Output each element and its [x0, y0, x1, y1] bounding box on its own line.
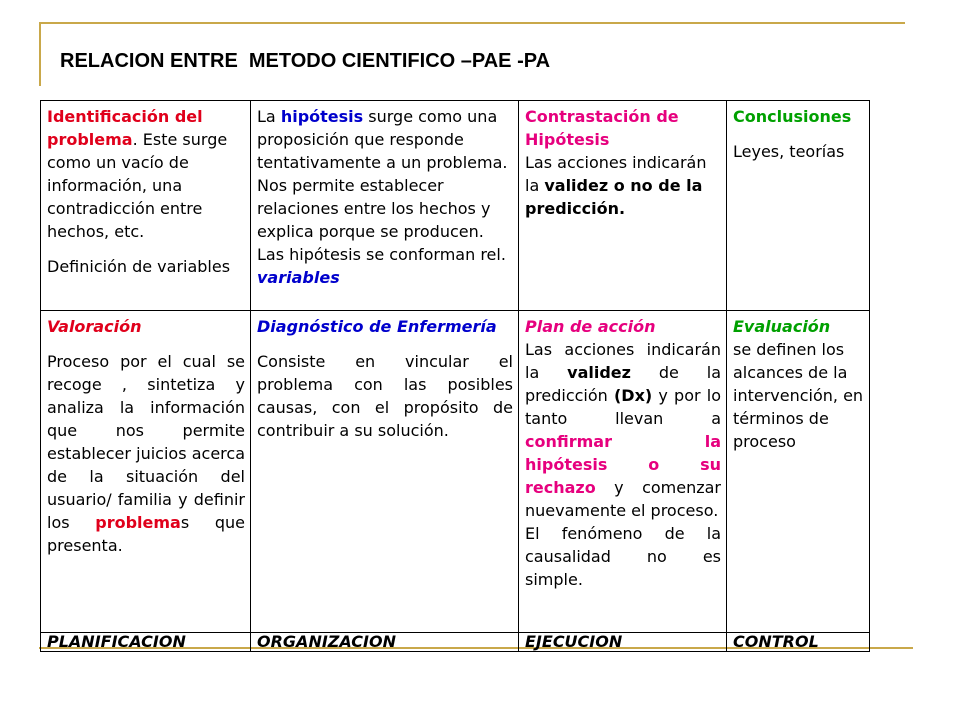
- cell-problem-identification: [41, 101, 251, 311]
- decor-left-line: [39, 22, 41, 86]
- page-title: RELACION ENTRE METODO CIENTIFICO –PAE -PA: [60, 50, 551, 72]
- cell-hypothesis: [251, 101, 519, 311]
- cell-heading: Contrastación de Hipótesis: [525, 107, 679, 149]
- keyword: validez o no de la predicción.: [525, 176, 703, 218]
- cell-organization: ORGANIZACION: [251, 633, 519, 652]
- cell-text: Las acciones indicarán la: [525, 153, 707, 195]
- spacer: [47, 243, 245, 255]
- keyword: problema: [95, 513, 181, 532]
- cell-heading: Identificación del problema: [47, 107, 203, 149]
- cell-heading: Valoración: [47, 317, 142, 336]
- table-row: [41, 311, 870, 633]
- cell-execution: EJECUCION: [519, 633, 727, 652]
- cell-heading: Evaluación: [733, 317, 831, 336]
- keyword: (Dx): [613, 386, 653, 405]
- cell-text: Las hipótesis se conforman rel.: [257, 245, 506, 264]
- cell-text: s que presenta.: [47, 513, 245, 555]
- spacer: [257, 338, 513, 350]
- cell-text: Proceso por el cual se recoge , sintetiza y analiza la información que nos permite establecer juicios acerca de la situación del usuario/ familia y definir los: [47, 352, 245, 532]
- cell-text: se definen los alcances de la intervención, en términos de proceso: [733, 340, 864, 451]
- keyword: variables: [257, 268, 340, 287]
- cell-text: Leyes, teorías: [733, 142, 845, 161]
- cell-paragraph: [525, 338, 721, 522]
- cell-assessment: [41, 311, 251, 633]
- cell-heading: Conclusiones: [733, 107, 852, 126]
- cell-text: surge como una proposición que responde tentativamente a un problema. Nos permite establecer relaciones entre los hechos y explica porque se producen.: [257, 107, 508, 241]
- comparison-table: [40, 100, 870, 652]
- cell-conclusions: [727, 101, 870, 311]
- cell-text: . Este surge como un vacío de información, una contradicción entre hechos, etc.: [47, 130, 228, 241]
- cell-text: Las acciones indicarán la: [525, 340, 721, 382]
- cell-text: La: [257, 107, 281, 126]
- cell-contrast: [519, 101, 727, 311]
- cell-diagnosis: [251, 311, 519, 633]
- cell-heading: Diagnóstico de Enfermería: [257, 317, 497, 336]
- cell-text: de la predicción: [525, 363, 722, 405]
- decor-top-line: [39, 22, 905, 24]
- cell-text: y por lo tanto llevan a: [525, 386, 721, 428]
- keyword: confirmar la hipótesis o su rechazo: [525, 432, 721, 497]
- cell-text: Consiste en vincular el problema con las posibles causas, con el propósito de contribuir a su solución.: [257, 352, 513, 440]
- spacer: [47, 338, 245, 350]
- cell-text: y comenzar nuevamente el proceso.: [525, 478, 721, 520]
- keyword: validez: [567, 363, 631, 382]
- table-row: [41, 633, 870, 652]
- table-row: [41, 101, 870, 311]
- cell-heading: Plan de acción: [525, 317, 656, 336]
- cell-text: Definición de variables: [47, 257, 231, 276]
- spacer: [733, 128, 864, 140]
- keyword: hipótesis: [280, 107, 364, 126]
- cell-text: El fenómeno de la causalidad no es simple.: [525, 524, 721, 589]
- cell-evaluation: [727, 311, 870, 633]
- cell-control: CONTROL: [727, 633, 870, 652]
- cell-planning: PLANIFICACION: [41, 633, 251, 652]
- cell-action-plan: [519, 311, 727, 633]
- cell-paragraph: [47, 350, 245, 557]
